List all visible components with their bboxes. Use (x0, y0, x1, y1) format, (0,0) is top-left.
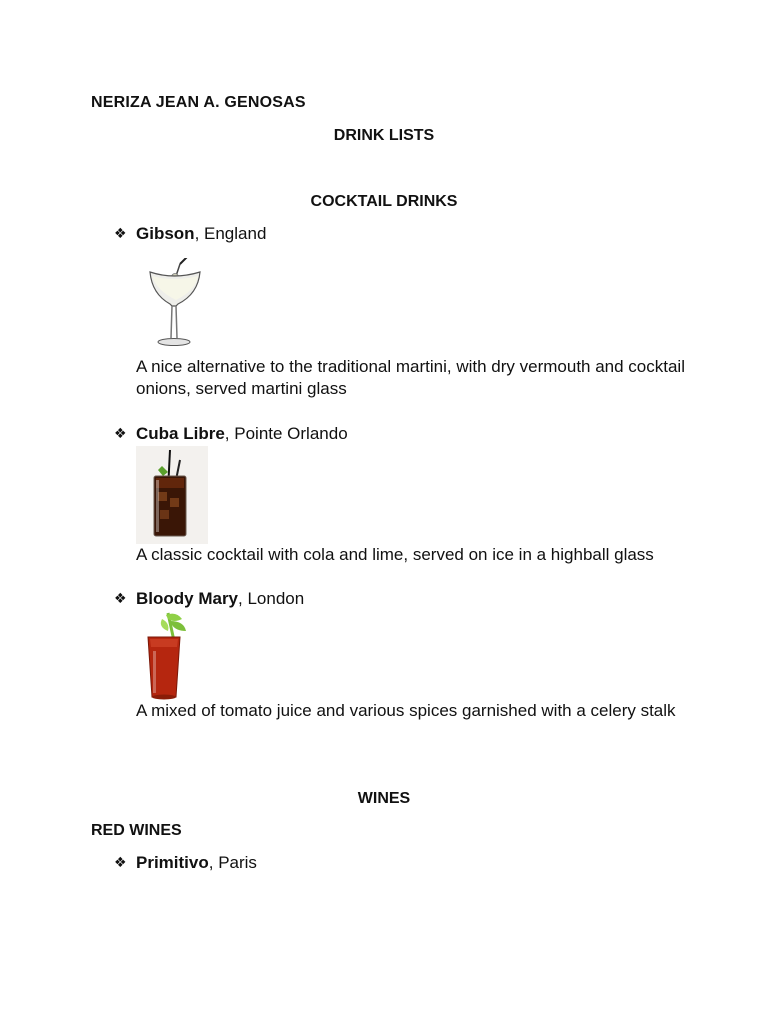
drink-item-primitivo (114, 853, 257, 873)
drink-description: A classic cocktail with cola and lime, served on ice in a highball glass (136, 545, 654, 564)
wines-heading: WINES (357, 790, 411, 807)
drink-item-cuba-libre (114, 424, 348, 444)
drink-origin: , London (238, 589, 305, 608)
author-name: NERIZA JEAN A. GENOSAS (91, 94, 306, 111)
drink-origin: , Pointe Orlando (224, 424, 348, 443)
drink-origin: , Paris (208, 853, 257, 872)
bullet-icon: ❖ (114, 854, 127, 870)
highball-cola-glass-icon (136, 446, 208, 544)
drink-item-gibson (114, 224, 266, 244)
red-wines-heading: RED WINES (91, 822, 182, 839)
drink-name: Cuba Libre (136, 424, 225, 443)
bullet-icon: ❖ (114, 425, 127, 441)
bullet-icon: ❖ (114, 225, 127, 241)
martini-glass-icon (138, 258, 210, 350)
bullet-icon: ❖ (114, 590, 127, 606)
bloody-mary-glass-icon (138, 611, 194, 701)
drink-item-bloody-mary (114, 589, 304, 609)
drink-name: Primitivo (136, 853, 209, 872)
drink-description: A mixed of tomato juice and various spices garnished with a celery stalk (136, 701, 676, 720)
drink-description: A nice alternative to the traditional martini, with dry vermouth and cocktail onions, served martini glass (136, 357, 685, 398)
drink-origin: , England (194, 224, 267, 243)
drink-name: Bloody Mary (136, 589, 239, 608)
drink-name: Gibson (136, 224, 195, 243)
document-title: DRINK LISTS (333, 127, 435, 144)
cocktails-heading: COCKTAIL DRINKS (310, 193, 458, 210)
